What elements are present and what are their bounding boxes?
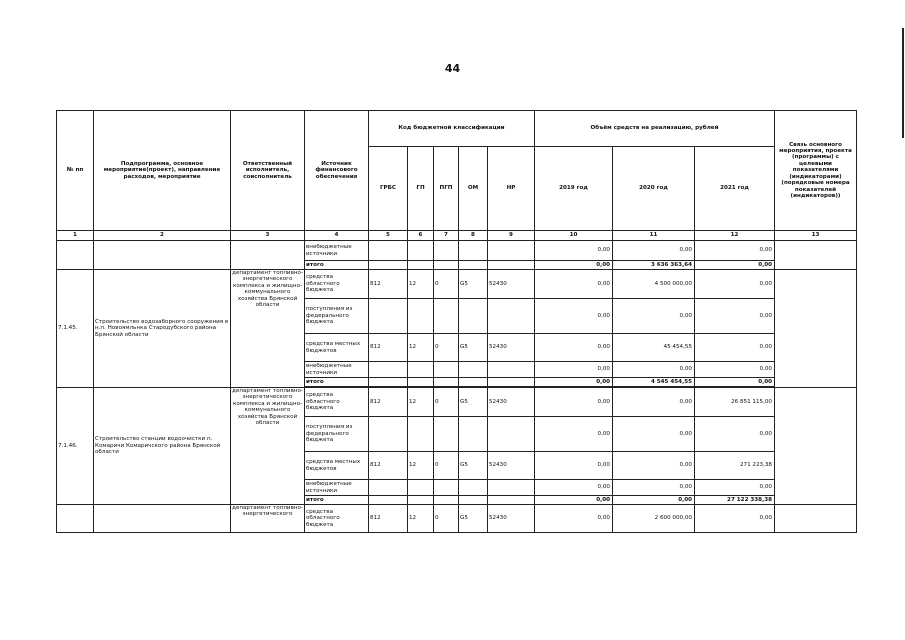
header-2021: 2021 год	[695, 147, 775, 231]
col-num: 3	[231, 231, 305, 241]
table-row	[57, 505, 857, 533]
value-cell: 3 636 363,64	[613, 261, 695, 270]
source-cell: средства местных бюджетов	[305, 334, 369, 362]
value-cell: 0,00	[535, 417, 613, 452]
value-cell: 0,00	[695, 505, 775, 533]
value-cell: 0,00	[613, 480, 695, 496]
value-cell: 0,00	[695, 334, 775, 362]
source-cell: внебюджетные источники	[305, 362, 369, 378]
code-cell: G5	[459, 388, 488, 417]
value-cell: 0,00	[613, 299, 695, 334]
header-budget-code: Код бюджетной классификации	[369, 111, 535, 147]
executor-cell: департамент топливно-энергетического комплекса и жилищно-коммунального хозяйства Брянской области	[231, 270, 305, 388]
value-cell: 0,00	[535, 452, 613, 480]
value-cell: 0,00	[535, 480, 613, 496]
code-cell: G5	[459, 452, 488, 480]
col-num: 1	[57, 231, 94, 241]
source-cell: итого	[305, 261, 369, 270]
value-cell: 0,00	[613, 362, 695, 378]
header-volume: Объём средств на реализацию, рублей	[535, 111, 775, 147]
page-number: 44	[444, 62, 461, 75]
col-num: 6	[408, 231, 434, 241]
col-num: 4	[305, 231, 369, 241]
source-cell: поступления из федерального бюджета	[305, 299, 369, 334]
code-cell: G5	[459, 270, 488, 299]
header-grbs: ГРБС	[369, 147, 408, 231]
budget-table	[56, 110, 857, 533]
value-cell: 0,00	[695, 241, 775, 261]
value-cell: 0,00	[535, 241, 613, 261]
col-num: 12	[695, 231, 775, 241]
value-cell: 0,00	[535, 299, 613, 334]
value-cell: 0,00	[695, 417, 775, 452]
col-num: 13	[775, 231, 857, 241]
source-cell: средства областного бюджета	[305, 505, 369, 533]
col-num: 7	[434, 231, 459, 241]
code-cell: 12	[408, 452, 434, 480]
code-cell: 12	[408, 505, 434, 533]
code-cell: 0	[434, 505, 459, 533]
value-cell: 0,00	[535, 388, 613, 417]
code-cell: 0	[434, 452, 459, 480]
value-cell: 0,00	[535, 496, 613, 505]
code-cell: 52430	[488, 270, 535, 299]
source-cell: внебюджетные источники	[305, 241, 369, 261]
col-num: 11	[613, 231, 695, 241]
scan-edge-line	[902, 28, 904, 138]
header-om: ОМ	[459, 147, 488, 231]
col-num: 5	[369, 231, 408, 241]
value-cell: 0,00	[535, 270, 613, 299]
header-pgp: ПГП	[434, 147, 459, 231]
header-program: Подпрограмма, основное мероприятие(проект), направление расходов, мероприятие	[94, 111, 231, 231]
value-cell: 0,00	[695, 378, 775, 387]
source-cell: средства областного бюджета	[305, 388, 369, 417]
code-cell: 12	[408, 270, 434, 299]
value-cell: 0,00	[613, 388, 695, 417]
source-cell: поступления из федерального бюджета	[305, 417, 369, 452]
header-2020: 2020 год	[613, 147, 695, 231]
code-cell: G5	[459, 505, 488, 533]
code-cell: 52430	[488, 388, 535, 417]
header-num: № пп	[57, 111, 94, 231]
item-name: Строительство станции водоочистки п. Комаричи Комаричского района Брянской области	[94, 388, 231, 505]
col-num: 10	[535, 231, 613, 241]
value-cell: 0,00	[695, 261, 775, 270]
code-cell: 0	[434, 388, 459, 417]
header-nr: НР	[488, 147, 535, 231]
code-cell: 52430	[488, 452, 535, 480]
header-link: Связь основного мероприятия, проекта (программы) с целевыми показателями (индикаторами) (порядковые номера показателей (индикаторов))	[775, 111, 857, 231]
value-cell: 0,00	[535, 334, 613, 362]
col-num: 2	[94, 231, 231, 241]
header-gp: ГП	[408, 147, 434, 231]
source-cell: итого	[305, 496, 369, 505]
code-cell: 812	[369, 388, 408, 417]
source-cell: внебюджетные источники	[305, 480, 369, 496]
value-cell: 27 122 338,38	[695, 496, 775, 505]
source-cell: средства местных бюджетов	[305, 452, 369, 480]
value-cell: 0,00	[695, 299, 775, 334]
header-executor: Ответственный исполнитель, соисполнитель	[231, 111, 305, 231]
col-num: 8	[459, 231, 488, 241]
value-cell: 45 454,55	[613, 334, 695, 362]
code-cell: 0	[434, 334, 459, 362]
value-cell: 0,00	[535, 261, 613, 270]
table-row	[57, 270, 857, 299]
code-cell: 0	[434, 270, 459, 299]
code-cell: 812	[369, 505, 408, 533]
value-cell: 26 851 115,00	[695, 388, 775, 417]
code-cell: 812	[369, 270, 408, 299]
value-cell: 0,00	[695, 362, 775, 378]
item-name: Строительство водозаборного сооружения в н.п. Новоямльнка Стародубского района Брянской области	[94, 270, 231, 388]
col-num: 9	[488, 231, 535, 241]
table-row	[57, 241, 857, 261]
source-cell: итого	[305, 378, 369, 387]
code-cell: 12	[408, 334, 434, 362]
value-cell: 0,00	[535, 505, 613, 533]
executor-cell: департамент топливно-энергетического комплекса и жилищно-коммунального хозяйства Брянской области	[231, 388, 305, 505]
code-cell: G5	[459, 334, 488, 362]
executor-cell: департамент топливно-энергетического	[231, 505, 305, 533]
value-cell: 0,00	[695, 480, 775, 496]
item-number: 7.1.46.	[57, 388, 94, 505]
item-number: 7.1.45.	[57, 270, 94, 388]
value-cell: 271 223,38	[695, 452, 775, 480]
code-cell: 12	[408, 388, 434, 417]
value-cell: 4 500 000,00	[613, 270, 695, 299]
value-cell: 0,00	[613, 241, 695, 261]
value-cell: 0,00	[535, 362, 613, 378]
value-cell: 0,00	[613, 417, 695, 452]
value-cell: 2 600 000,00	[613, 505, 695, 533]
header-2019: 2019 год	[535, 147, 613, 231]
code-cell: 812	[369, 452, 408, 480]
value-cell: 0,00	[613, 452, 695, 480]
source-cell: средства областного бюджета	[305, 270, 369, 299]
code-cell: 52430	[488, 505, 535, 533]
table-row	[57, 388, 857, 417]
value-cell: 0,00	[613, 496, 695, 505]
header-source: Источник финансового обеспечения	[305, 111, 369, 231]
value-cell: 0,00	[535, 378, 613, 387]
value-cell: 0,00	[695, 270, 775, 299]
code-cell: 812	[369, 334, 408, 362]
code-cell: 52430	[488, 334, 535, 362]
value-cell: 4 545 454,55	[613, 378, 695, 387]
